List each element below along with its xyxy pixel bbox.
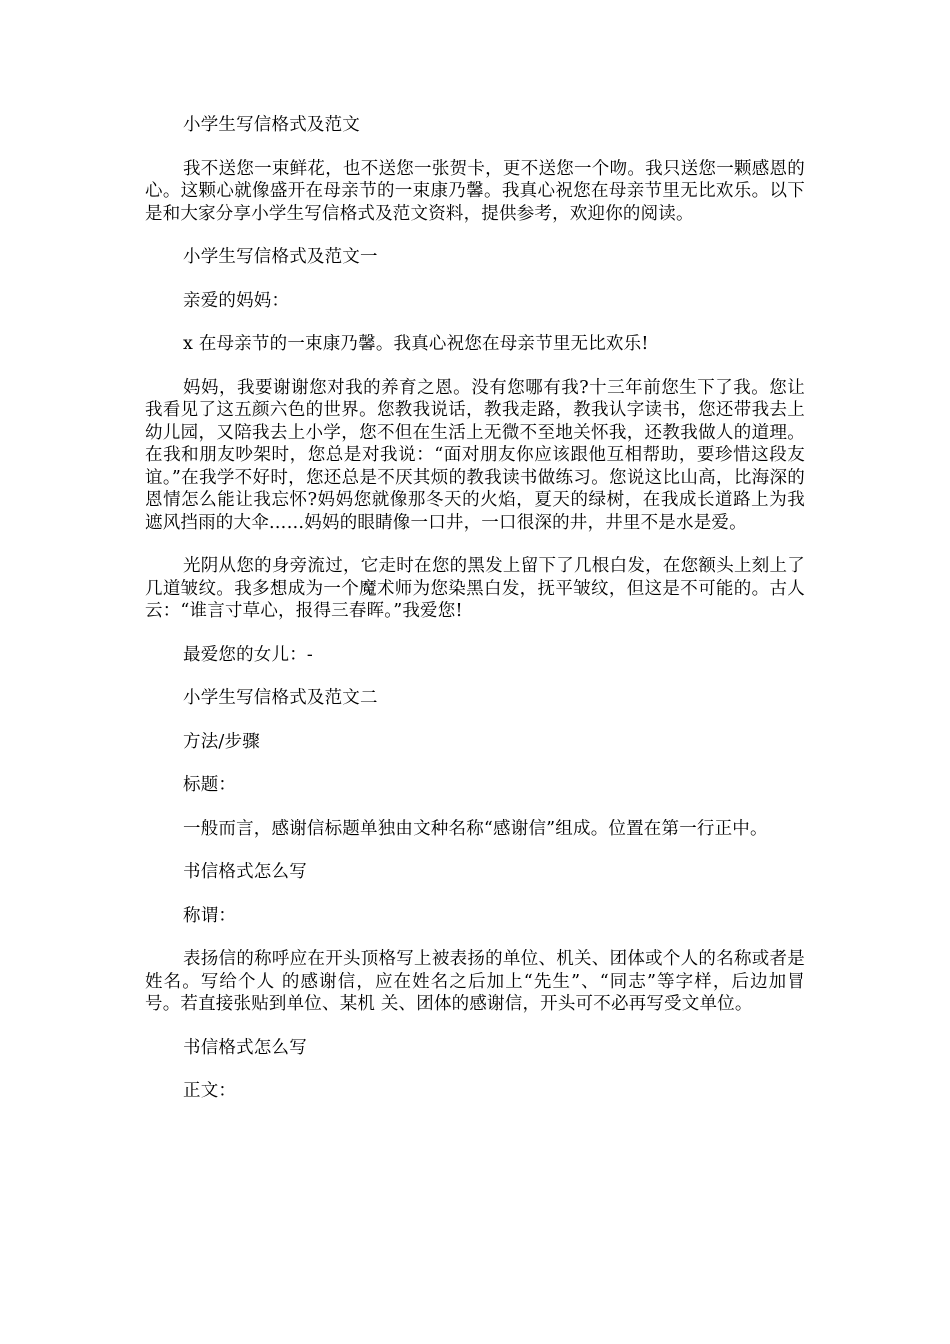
intro-paragraph: 我不送您一束鲜花，也不送您一张贺卡，更不送您一个吻。我只送您一颗感恩的心。这颗心就像盛开在母亲节的一束康乃馨。我真心祝您在母亲节里无比欢乐。以下是和大家分享小学生写信格式及范文资料，提供参考，欢迎你的阅读。	[145, 158, 805, 224]
subheading-body: 正文：	[183, 1081, 237, 1101]
subheading-salutation: 称谓：	[183, 905, 237, 926]
letter-opening-line: x 在母亲节的一束康乃馨。我真心祝您在母亲节里无比欢乐!	[183, 334, 649, 354]
letter-signature: 最爱您的女儿：-	[183, 644, 314, 665]
document-title: 小学生写信格式及范文	[183, 115, 360, 135]
subheading-method-steps: 方法/步骤	[183, 731, 260, 752]
section-heading-example-1: 小学生写信格式及范文一	[183, 247, 378, 267]
letter-salutation: 亲爱的妈妈：	[183, 290, 290, 311]
section-heading-example-2: 小学生写信格式及范文二	[183, 688, 378, 708]
letter-body-paragraph: 妈妈，我要谢谢您对我的养育之恩。没有您哪有我?十三年前您生下了我。您让我看见了这五颜六色的世界。您教我说话，教我走路，教我认字读书，您还带我去上幼儿园，又陪我去上小学，您不但在生活上无微不至地关怀我，还教我做人的道理。在我和朋友吵架时，您总是对我说：“面对朋友你应该跟他互相帮助，要珍惜这段友谊。”在我学不好时，您还总是不厌其烦的教我读书做练习。您说这比山高，比海深的恩情怎么能让我忘怀?妈妈您就像那冬天的火焰，夏天的绿树，在我成长道路上为我遮风挡雨的大伞……妈妈的眼睛像一口井，一口很深的井，井里不是水是爱。	[145, 377, 805, 533]
subheading-title: 标题：	[183, 775, 237, 795]
salutation-explanation-paragraph: 表扬信的称呼应在开头顶格写上被表扬的单位、机关、团体或个人的名称或者是姓名。写给个人 的感谢信，应在姓名之后加上“先生”、“同志”等字样，后边加冒号。若直接张贴到单位、某机 关、团体的感谢信，开头可不必再写受文单位。	[145, 949, 805, 1014]
title-explanation-paragraph: 一般而言，感谢信标题单独由文种名称“感谢信”组成。位置在第一行正中。	[183, 818, 768, 839]
subheading-letter-format: 书信格式怎么写	[183, 1037, 307, 1058]
letter-body-paragraph: 光阴从您的身旁流过，它走时在您的黑发上留下了几根白发，在您额头上刻上了几道皱纹。我多想成为一个魔术师为您染黑白发，抚平皱纹，但这是不可能的。古人云：“谁言寸草心，报得三春晖。”我爱您!	[145, 556, 805, 621]
subheading-letter-format: 书信格式怎么写	[183, 862, 307, 882]
